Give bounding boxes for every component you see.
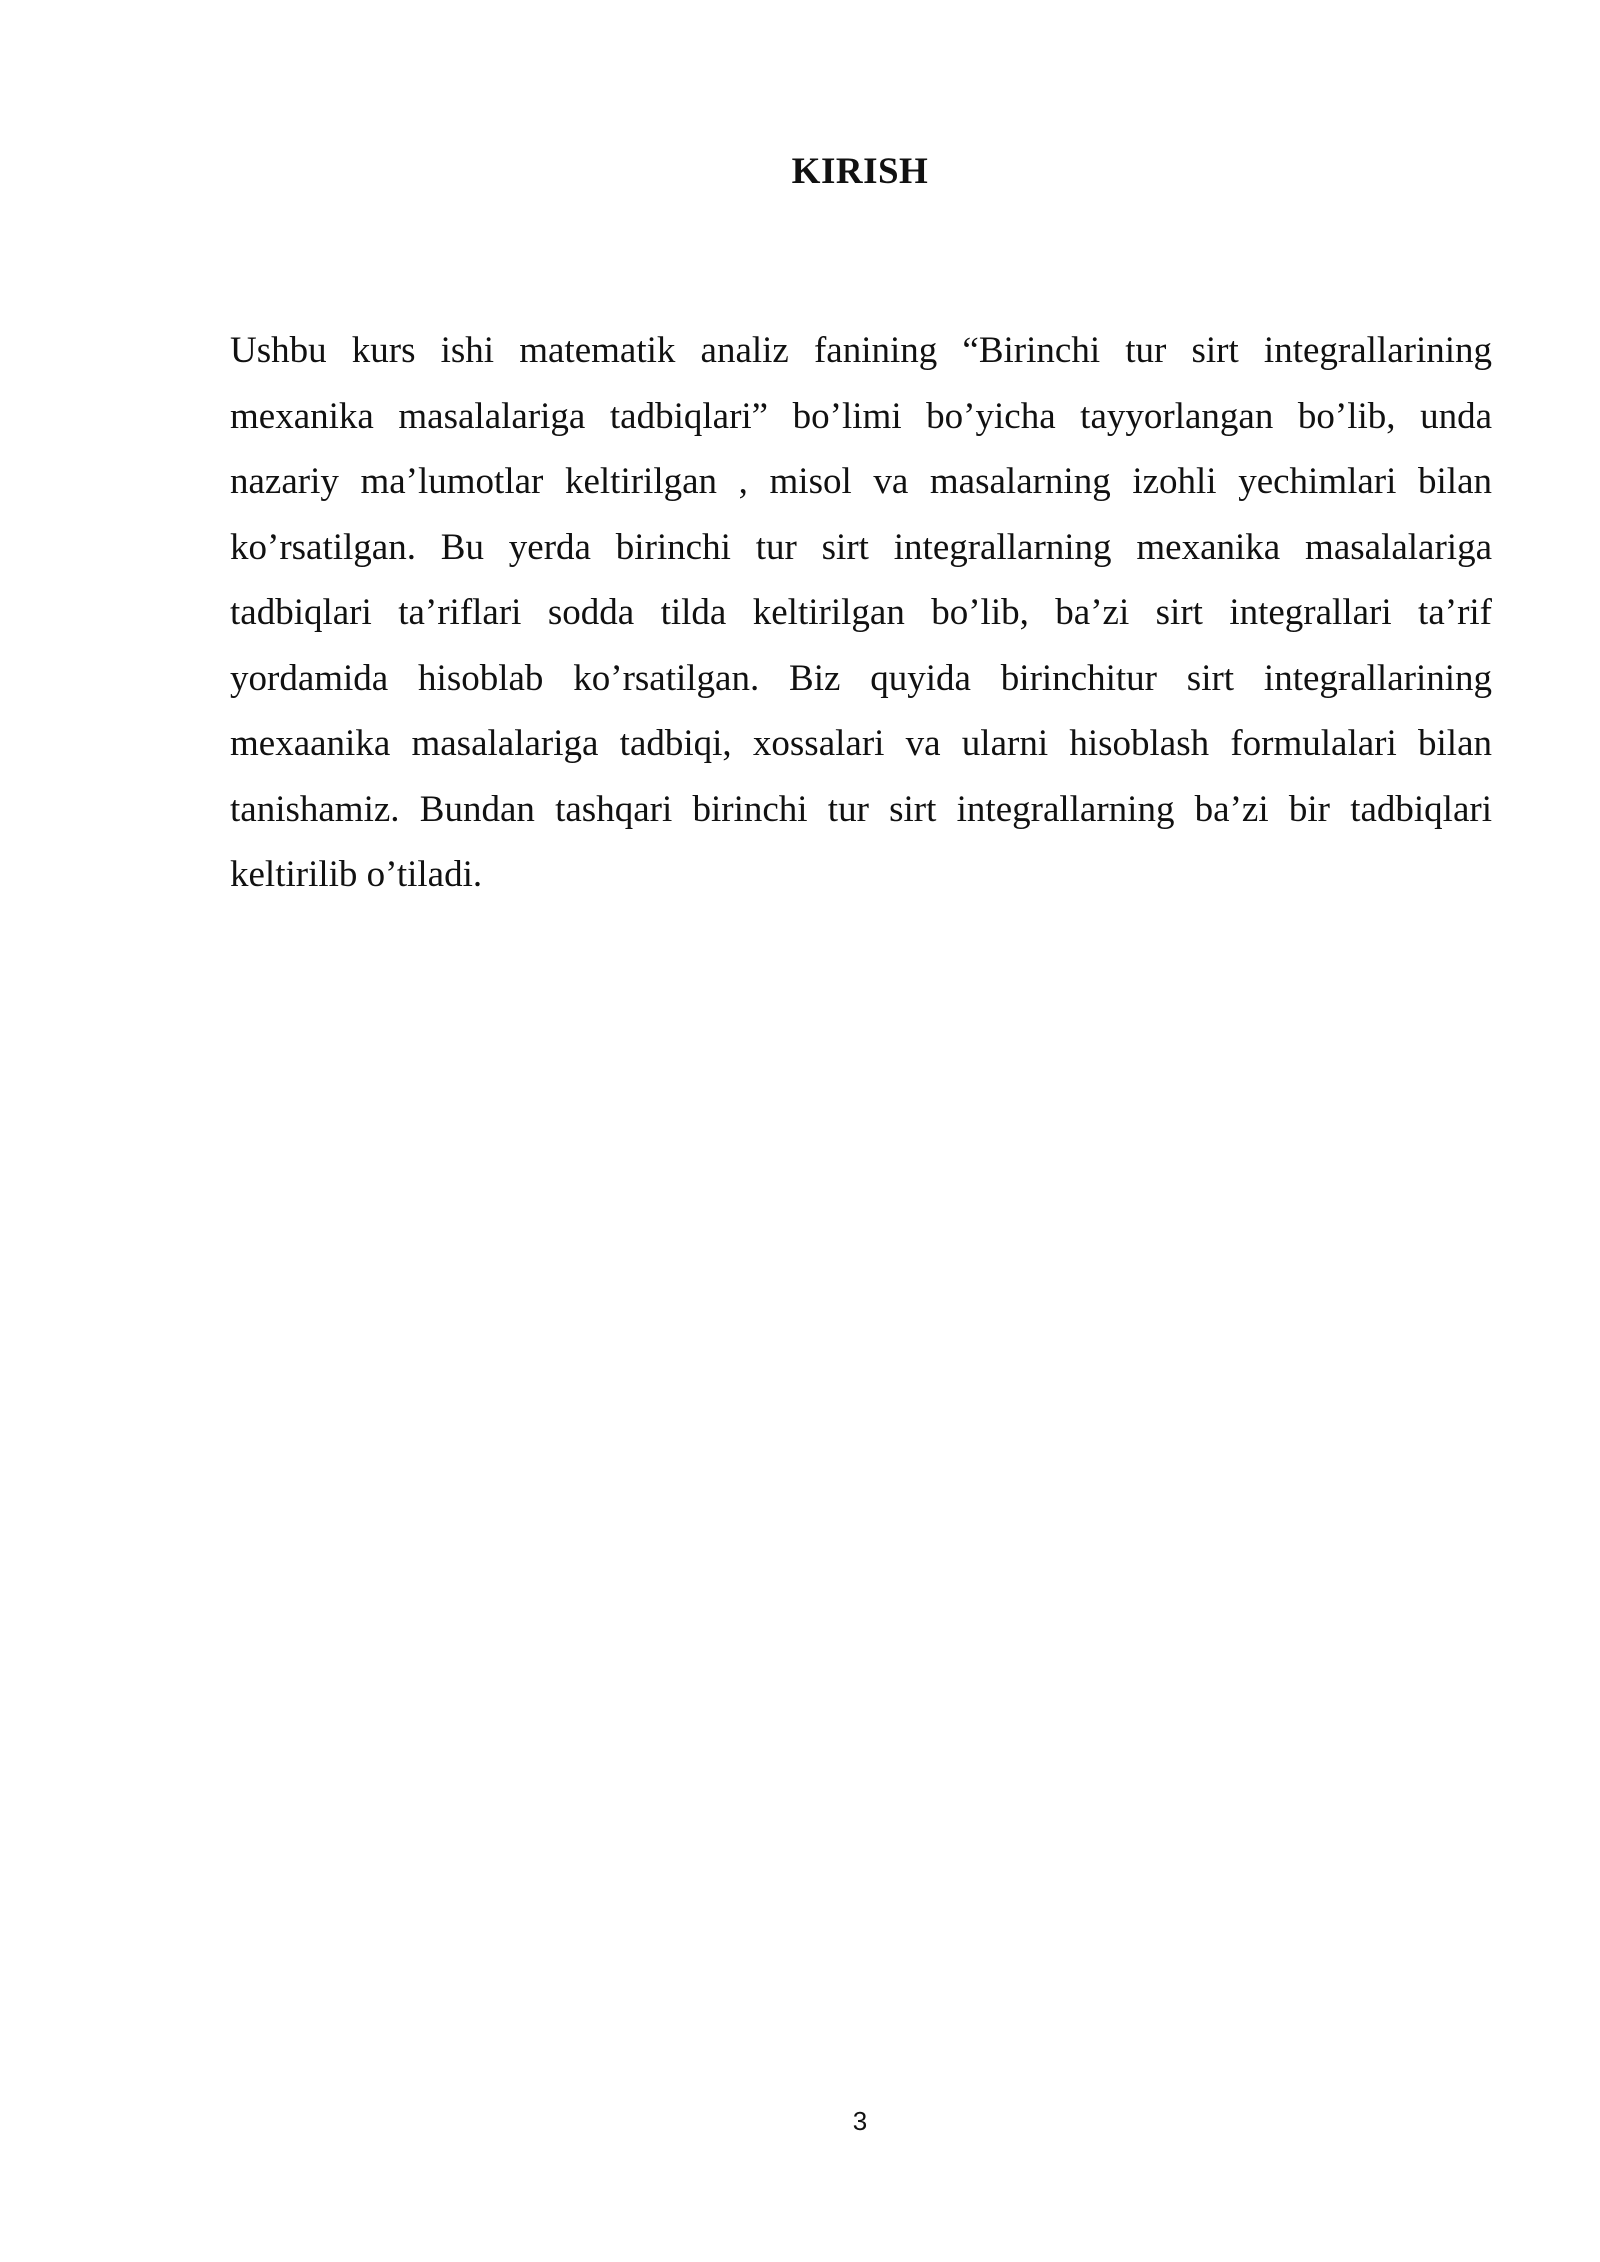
- paragraph-line: tanishamiz. Bundan tashqari birinchi tur sirt integrallarning ba’zi bir tadbiqlari: [230, 788, 1492, 830]
- paragraph-line: ko’rsatilgan. Bu yerda birinchi tur sirt integrallarning mexanika masalalariga: [230, 526, 1492, 568]
- page-number: 3: [852, 2106, 868, 2136]
- section-heading: KIRISH: [791, 151, 929, 192]
- paragraph-line: mexaanika masalalariga tadbiqi, xossalari va ularni hisoblash formulalari bilan: [230, 723, 1492, 764]
- paragraph-line: Ushbu kurs ishi matematik analiz fanining “Birinchi tur sirt integrallarining: [230, 330, 1492, 371]
- paragraph-line: tadbiqlari ta’riflari sodda tilda keltirilgan bo’lib, ba’zi sirt integrallari ta’rif: [230, 592, 1492, 633]
- intro-paragraph: [230, 318, 1492, 908]
- paragraph-line: yordamida hisoblab ko’rsatilgan. Biz quyida birinchitur sirt integrallarining: [230, 657, 1492, 699]
- paragraph-line: nazariy ma’lumotlar keltirilgan , misol va masalarning izohli yechimlari bilan: [230, 461, 1492, 502]
- paragraph-line: keltirilib o’tiladi.: [230, 854, 483, 895]
- paragraph-line: mexanika masalalariga tadbiqlari” bo’limi bo’yicha tayyorlangan bo’lib, unda: [230, 395, 1492, 437]
